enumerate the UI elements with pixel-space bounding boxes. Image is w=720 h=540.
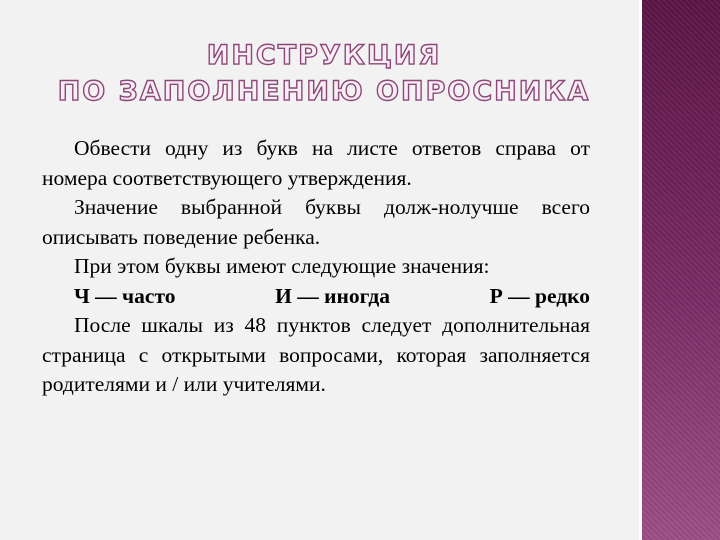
decorative-sidebar (642, 0, 720, 540)
paragraph-letter-meaning: Значение выбранной буквы долж-нолучше всего описывать поведение ребенка. (42, 195, 590, 249)
paragraph-additional-page: После шкалы из 48 пунктов следует дополнительная страница с открытыми вопросами, которая заполняется родителями и / или учителями. (42, 313, 590, 396)
legend-often: Ч — часто (74, 283, 176, 308)
slide-title (40, 38, 608, 110)
paragraph-letter-values-intro: При этом буквы имеют следующие значения: (74, 254, 490, 278)
frequency-legend (42, 282, 590, 312)
title-line-2: ПО ЗАПОЛНЕНИЮ ОПРОСНИКА (57, 76, 591, 107)
paragraph-instruction: Обвести одну из букв на листе ответов справа от номера соответствующего утверждения. (42, 136, 590, 190)
slide-body (42, 134, 590, 400)
legend-rarely: Р — редко (489, 283, 590, 308)
title-line-1: ИНСТРУКЦИЯ (206, 40, 442, 71)
legend-sometimes: И — иногда (275, 283, 390, 308)
